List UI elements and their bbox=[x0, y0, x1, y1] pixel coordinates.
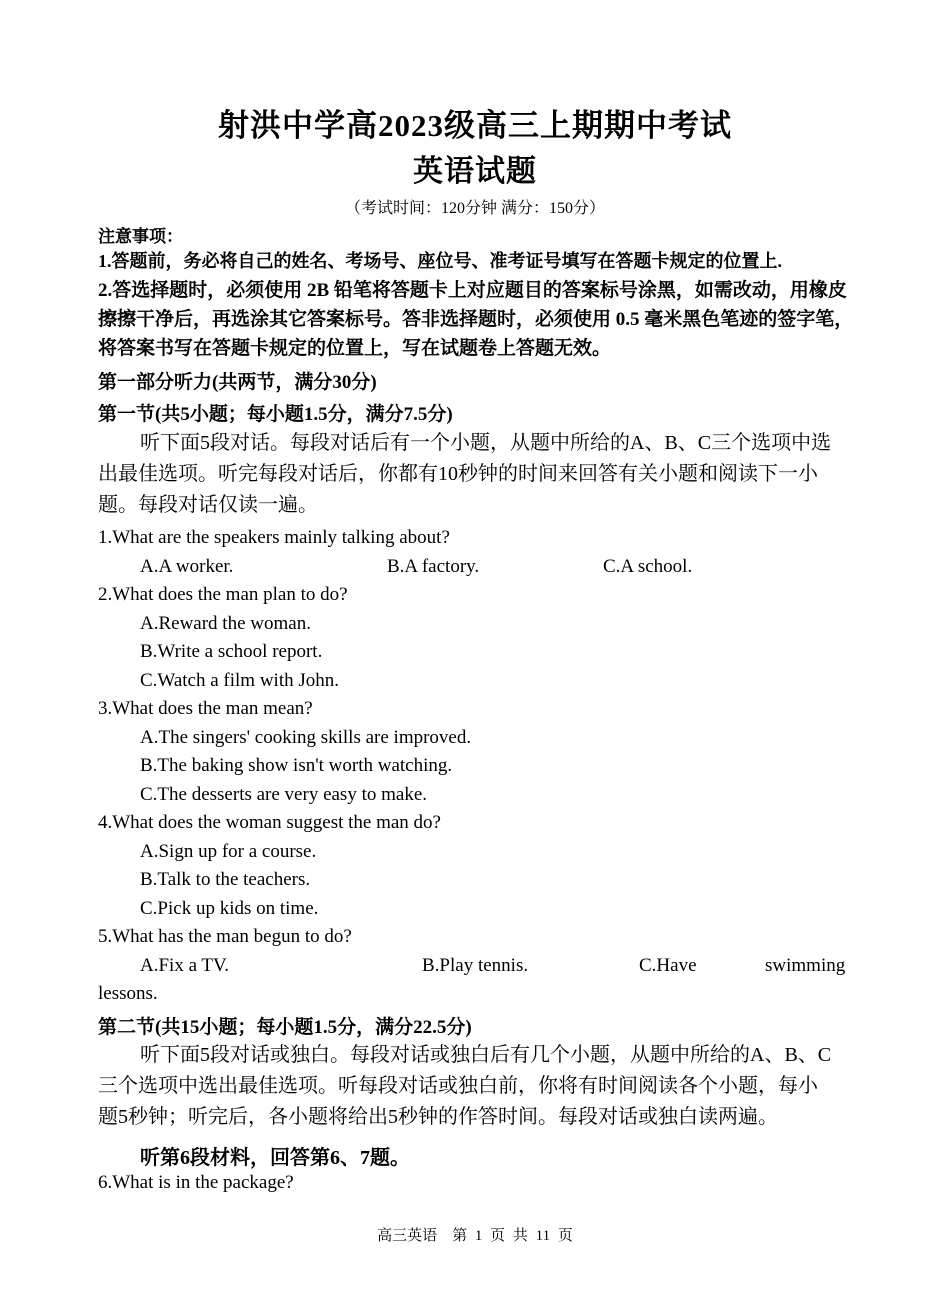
question-5-option-c-cont: swimming bbox=[765, 955, 846, 976]
exam-title: 射洪中学高2023级高三上期期中考试 bbox=[218, 108, 732, 143]
section1-instructions bbox=[98, 428, 853, 521]
question-1-stem: 1.What are the speakers mainly talking about? bbox=[98, 527, 450, 548]
section2-instr-line2: 三个选项中选出最佳选项。听每段对话或独白前，你将有时间阅读各个小题，每小 bbox=[98, 1075, 818, 1097]
page-footer: 高三英语 第 1 页 共 11 页 bbox=[377, 1228, 573, 1244]
question-5-option-c-wrap: lessons. bbox=[98, 983, 158, 1004]
section1-instr-line1: 听下面5段对话。每段对话后有一个小题，从题中所给的A、B、C三个选项中选 bbox=[140, 432, 832, 454]
section2-instr-line3: 题5秒钟；听完后，各小题将给出5秒钟的作答时间。每段对话或独白读两遍。 bbox=[98, 1106, 778, 1128]
question-2-option-c: C.Watch a film with John. bbox=[140, 670, 339, 691]
question-2-stem: 2.What does the man plan to do? bbox=[98, 584, 348, 605]
question-5-stem: 5.What has the man begun to do? bbox=[98, 926, 352, 947]
notice-line-4: 将答案书写在答题卡规定的位置上，写在试题卷上答题无效。 bbox=[98, 338, 612, 359]
question-4-option-a: A.Sign up for a course. bbox=[140, 841, 317, 862]
question-3-option-a: A.The singers' cooking skills are improved. bbox=[140, 727, 472, 748]
exam-subject-title: 英语试题 bbox=[413, 155, 537, 188]
question-3-option-b: B.The baking show isn't worth watching. bbox=[140, 755, 453, 776]
question-4-stem: 4.What does the woman suggest the man do? bbox=[98, 812, 441, 833]
section2-instructions bbox=[98, 1040, 853, 1133]
question-2-option-a: A.Reward the woman. bbox=[140, 613, 311, 634]
question-1-option-c: C.A school. bbox=[603, 556, 693, 577]
notice-label: 注意事项： bbox=[98, 227, 183, 246]
question-5-option-b: B.Play tennis. bbox=[422, 955, 529, 976]
question-3-stem: 3.What does the man mean? bbox=[98, 698, 313, 719]
section1-heading: 第一节(共5小题；每小题1.5分，满分7.5分) bbox=[98, 404, 453, 425]
section2-heading: 第二节(共15小题；每小题1.5分，满分22.5分) bbox=[98, 1017, 472, 1038]
notice-line-2: 2.答选择题时，必须使用 2B 铅笔将答题卡上对应题目的答案标号涂黑，如需改动，用橡皮 bbox=[98, 280, 847, 301]
question-4-option-c: C.Pick up kids on time. bbox=[140, 898, 319, 919]
question-1-option-a: A.A worker. bbox=[140, 556, 234, 577]
question-2-option-b: B.Write a school report. bbox=[140, 641, 323, 662]
exam-info: （考试时间：120分钟 满分：150分） bbox=[344, 200, 605, 217]
question-6-stem: 6.What is in the package? bbox=[98, 1172, 294, 1193]
section2-instr-line1: 听下面5段对话或独白。每段对话或独白后有几个小题，从题中所给的A、B、C bbox=[140, 1044, 832, 1066]
question-4-option-b: B.Talk to the teachers. bbox=[140, 869, 311, 890]
part1-heading: 第一部分听力(共两节，满分30分) bbox=[98, 372, 377, 393]
question-5-option-a: A.Fix a TV. bbox=[140, 955, 230, 976]
question-3-option-c: C.The desserts are very easy to make. bbox=[140, 784, 428, 805]
question-5-option-c: C.Have bbox=[639, 955, 697, 976]
notice-line-1: 1.答题前，务必将自己的姓名、考场号、座位号、准考证号填写在答题卡规定的位置上. bbox=[98, 251, 782, 271]
notice-line-3: 擦擦干净后，再选涂其它答案标号。答非选择题时，必须使用 0.5 毫米黑色笔迹的签字笔， bbox=[98, 309, 854, 330]
material-6-instruction: 听第6段材料，回答第6、7题。 bbox=[140, 1147, 410, 1169]
section1-instr-line3: 题。每段对话仅读一遍。 bbox=[98, 494, 318, 516]
section1-instr-line2: 出最佳选项。听完每段对话后，你都有10秒钟的时间来回答有关小题和阅读下一小 bbox=[98, 463, 818, 485]
question-1-option-b: B.A factory. bbox=[387, 556, 480, 577]
